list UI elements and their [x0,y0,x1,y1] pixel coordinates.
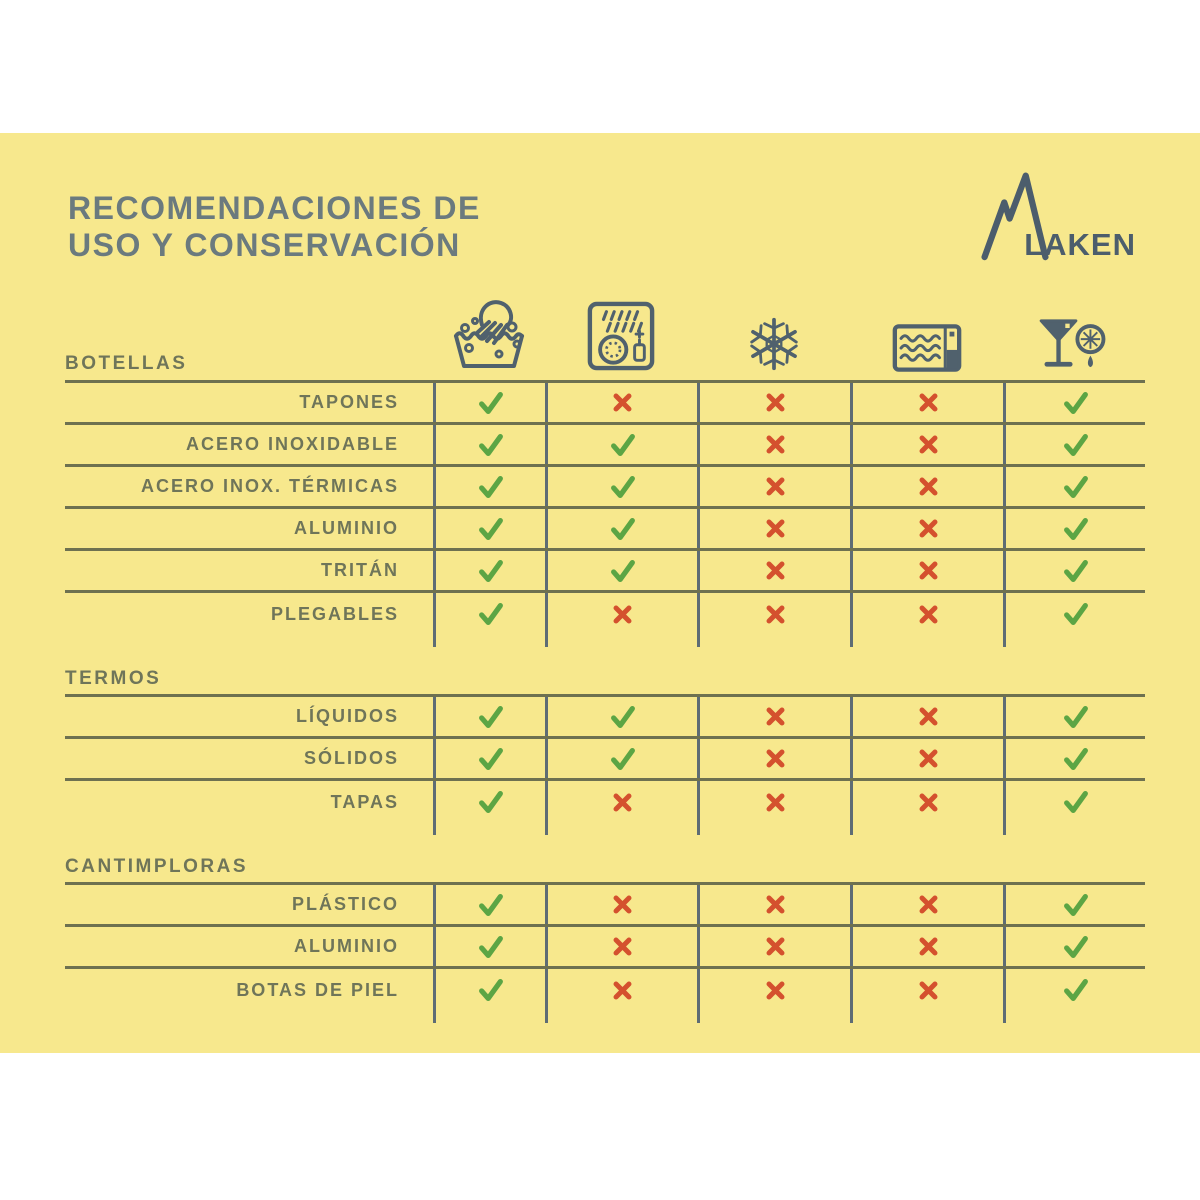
cross-mark-icon [917,517,940,540]
mark-cell [433,383,545,422]
mark-cell [1003,697,1145,736]
cross-mark-icon [764,979,787,1002]
stub-mark-cell [1003,1011,1145,1023]
cross-mark-icon [764,893,787,916]
stub-mark-cell [545,1011,697,1023]
mark-cell [433,697,545,736]
check-mark-icon [1061,932,1091,962]
stub-label-cell [65,1011,433,1023]
row-label: TAPAS [330,791,399,812]
mark-cell [697,739,850,778]
logo-text: LAKEN [1024,227,1136,262]
laken-logo [981,169,1136,263]
mark-cell [545,593,697,635]
row-label: ALUMINIO [294,518,399,538]
mark-cell [1003,467,1145,506]
cross-mark-icon [917,559,940,582]
column-beverages [1003,314,1145,380]
check-mark-icon [476,472,506,502]
table-row [65,697,1145,739]
mark-cell [433,969,545,1011]
cross-mark-icon [764,433,787,456]
stub-mark-cell [433,635,545,647]
section-divider-stub [65,823,1145,835]
cross-mark-icon [917,893,940,916]
check-mark-icon [1061,472,1091,502]
table-header-row [65,293,1145,383]
page-title-line2: USO Y CONSERVACIÓN [68,227,461,263]
check-mark-icon [1061,744,1091,774]
mark-cell [433,739,545,778]
mark-cell [697,593,850,635]
mark-cell [697,927,850,966]
mark-cell [545,425,697,464]
mark-cell [1003,425,1145,464]
stub-mark-cell [697,635,850,647]
check-mark-icon [1061,787,1091,817]
mark-cell [1003,885,1145,924]
column-dishwasher [545,300,697,380]
row-label: SÓLIDOS [303,748,399,768]
row-label: ALUMINIO [294,936,399,956]
section-header-termos-row [65,661,1145,697]
table-row [65,739,1145,781]
check-mark-icon [476,702,506,732]
row-label: BOTAS DE PIEL [236,979,399,1000]
check-mark-icon [1061,599,1091,629]
section-header-botellas: BOTELLAS [65,353,188,374]
cross-mark-icon [611,391,634,414]
mark-cell [433,593,545,635]
mark-cell [850,969,1003,1011]
cross-mark-icon [764,747,787,770]
mark-cell [433,885,545,924]
mark-cell [433,425,545,464]
cross-mark-icon [917,391,940,414]
infographic-panel [0,133,1200,1053]
cross-mark-icon [764,603,787,626]
section-rows-cantimploras [65,885,1145,1023]
table-row [65,593,1145,635]
mark-cell [850,697,1003,736]
mark-cell [1003,551,1145,590]
table-row [65,551,1145,593]
cross-mark-icon [917,791,940,814]
cross-mark-icon [917,475,940,498]
cross-mark-icon [611,979,634,1002]
table-row [65,383,1145,425]
table-row [65,969,1145,1011]
stub-mark-cell [545,823,697,835]
mark-cell [697,383,850,422]
check-mark-icon [476,388,506,418]
mark-cell [697,969,850,1011]
mark-cell [850,739,1003,778]
mark-cell [545,739,697,778]
row-label: PLÁSTICO [291,894,399,914]
check-mark-icon [476,514,506,544]
cross-mark-icon [764,705,787,728]
microwave-icon [892,324,962,372]
section-header-termos: TERMOS [65,668,162,689]
check-mark-icon [476,975,506,1005]
stub-mark-cell [850,635,1003,647]
cross-mark-icon [764,935,787,958]
table-row [65,885,1145,927]
column-freezer [697,316,850,380]
cross-mark-icon [611,603,634,626]
column-microwave [850,324,1003,380]
mark-cell [1003,927,1145,966]
mark-cell [850,885,1003,924]
section-rows-termos [65,697,1145,835]
mark-cell [545,969,697,1011]
stub-label-cell [65,823,433,835]
mark-cell [433,927,545,966]
check-mark-icon [476,890,506,920]
cross-mark-icon [611,935,634,958]
check-mark-icon [608,702,638,732]
stub-mark-cell [433,1011,545,1023]
mark-cell [850,509,1003,548]
mark-cell [545,927,697,966]
table-row [65,467,1145,509]
mark-cell [850,425,1003,464]
cross-mark-icon [917,433,940,456]
stub-mark-cell [433,823,545,835]
mark-cell [697,509,850,548]
cross-mark-icon [611,893,634,916]
check-mark-icon [1061,514,1091,544]
check-mark-icon [608,556,638,586]
mark-cell [1003,509,1145,548]
mark-cell [697,551,850,590]
check-mark-icon [1061,975,1091,1005]
table-row [65,781,1145,823]
check-mark-icon [476,599,506,629]
mark-cell [1003,739,1145,778]
mark-cell [697,781,850,823]
mark-cell [433,467,545,506]
mark-cell [850,467,1003,506]
cross-mark-icon [917,979,940,1002]
stub-mark-cell [1003,635,1145,647]
mark-cell [545,509,697,548]
mark-cell [850,593,1003,635]
stub-mark-cell [850,823,1003,835]
check-mark-icon [608,430,638,460]
cross-mark-icon [764,475,787,498]
mark-cell [433,781,545,823]
row-label: TAPONES [299,392,399,412]
page-title [68,190,481,264]
mark-cell [697,467,850,506]
freezer-snowflake-icon [746,316,802,372]
cross-mark-icon [764,517,787,540]
mark-cell [433,551,545,590]
mark-cell [850,781,1003,823]
section-header-cantimploras-row [65,849,1145,885]
cross-mark-icon [917,603,940,626]
hand-wash-icon [449,296,529,372]
row-label: ACERO INOXIDABLE [185,434,399,454]
section-divider-stub [65,1011,1145,1023]
stub-mark-cell [1003,823,1145,835]
mark-cell [850,551,1003,590]
mark-cell [545,551,697,590]
table-row [65,509,1145,551]
row-label: LÍQUIDOS [295,706,399,726]
stub-label-cell [65,635,433,647]
check-mark-icon [1061,702,1091,732]
table-row [65,425,1145,467]
stub-mark-cell [850,1011,1003,1023]
mark-cell [545,383,697,422]
stub-mark-cell [545,635,697,647]
row-label: PLEGABLES [270,603,399,624]
beverages-cocktail-citrus-icon [1036,314,1112,372]
mark-cell [1003,593,1145,635]
section-header-cantimploras: CANTIMPLORAS [65,856,249,877]
check-mark-icon [476,787,506,817]
check-mark-icon [1061,430,1091,460]
check-mark-icon [1061,556,1091,586]
page-title-line1: RECOMENDACIONES DE [68,190,481,226]
stub-mark-cell [697,1011,850,1023]
row-label: TRITÁN [321,560,399,580]
stub-mark-cell [697,823,850,835]
mark-cell [1003,383,1145,422]
check-mark-icon [1061,890,1091,920]
section-divider-stub [65,635,1145,647]
care-table [65,293,1145,1023]
mark-cell [697,885,850,924]
cross-mark-icon [917,705,940,728]
cross-mark-icon [611,791,634,814]
cross-mark-icon [764,791,787,814]
section-rows-botellas [65,383,1145,647]
dishwasher-icon [586,300,656,372]
mark-cell [850,927,1003,966]
column-hand-wash [433,296,545,380]
mark-cell [545,885,697,924]
check-mark-icon [476,744,506,774]
table-row [65,927,1145,969]
mark-cell [545,467,697,506]
check-mark-icon [1061,388,1091,418]
check-mark-icon [476,932,506,962]
cross-mark-icon [917,935,940,958]
mark-cell [1003,781,1145,823]
mark-cell [697,697,850,736]
row-label: ACERO INOX. TÉRMICAS [140,476,399,496]
check-mark-icon [608,514,638,544]
cross-mark-icon [764,559,787,582]
mark-cell [433,509,545,548]
mark-cell [1003,969,1145,1011]
check-mark-icon [608,472,638,502]
check-mark-icon [476,430,506,460]
check-mark-icon [608,744,638,774]
check-mark-icon [476,556,506,586]
cross-mark-icon [764,391,787,414]
mark-cell [697,425,850,464]
mark-cell [545,697,697,736]
mark-cell [545,781,697,823]
mark-cell [850,383,1003,422]
cross-mark-icon [917,747,940,770]
